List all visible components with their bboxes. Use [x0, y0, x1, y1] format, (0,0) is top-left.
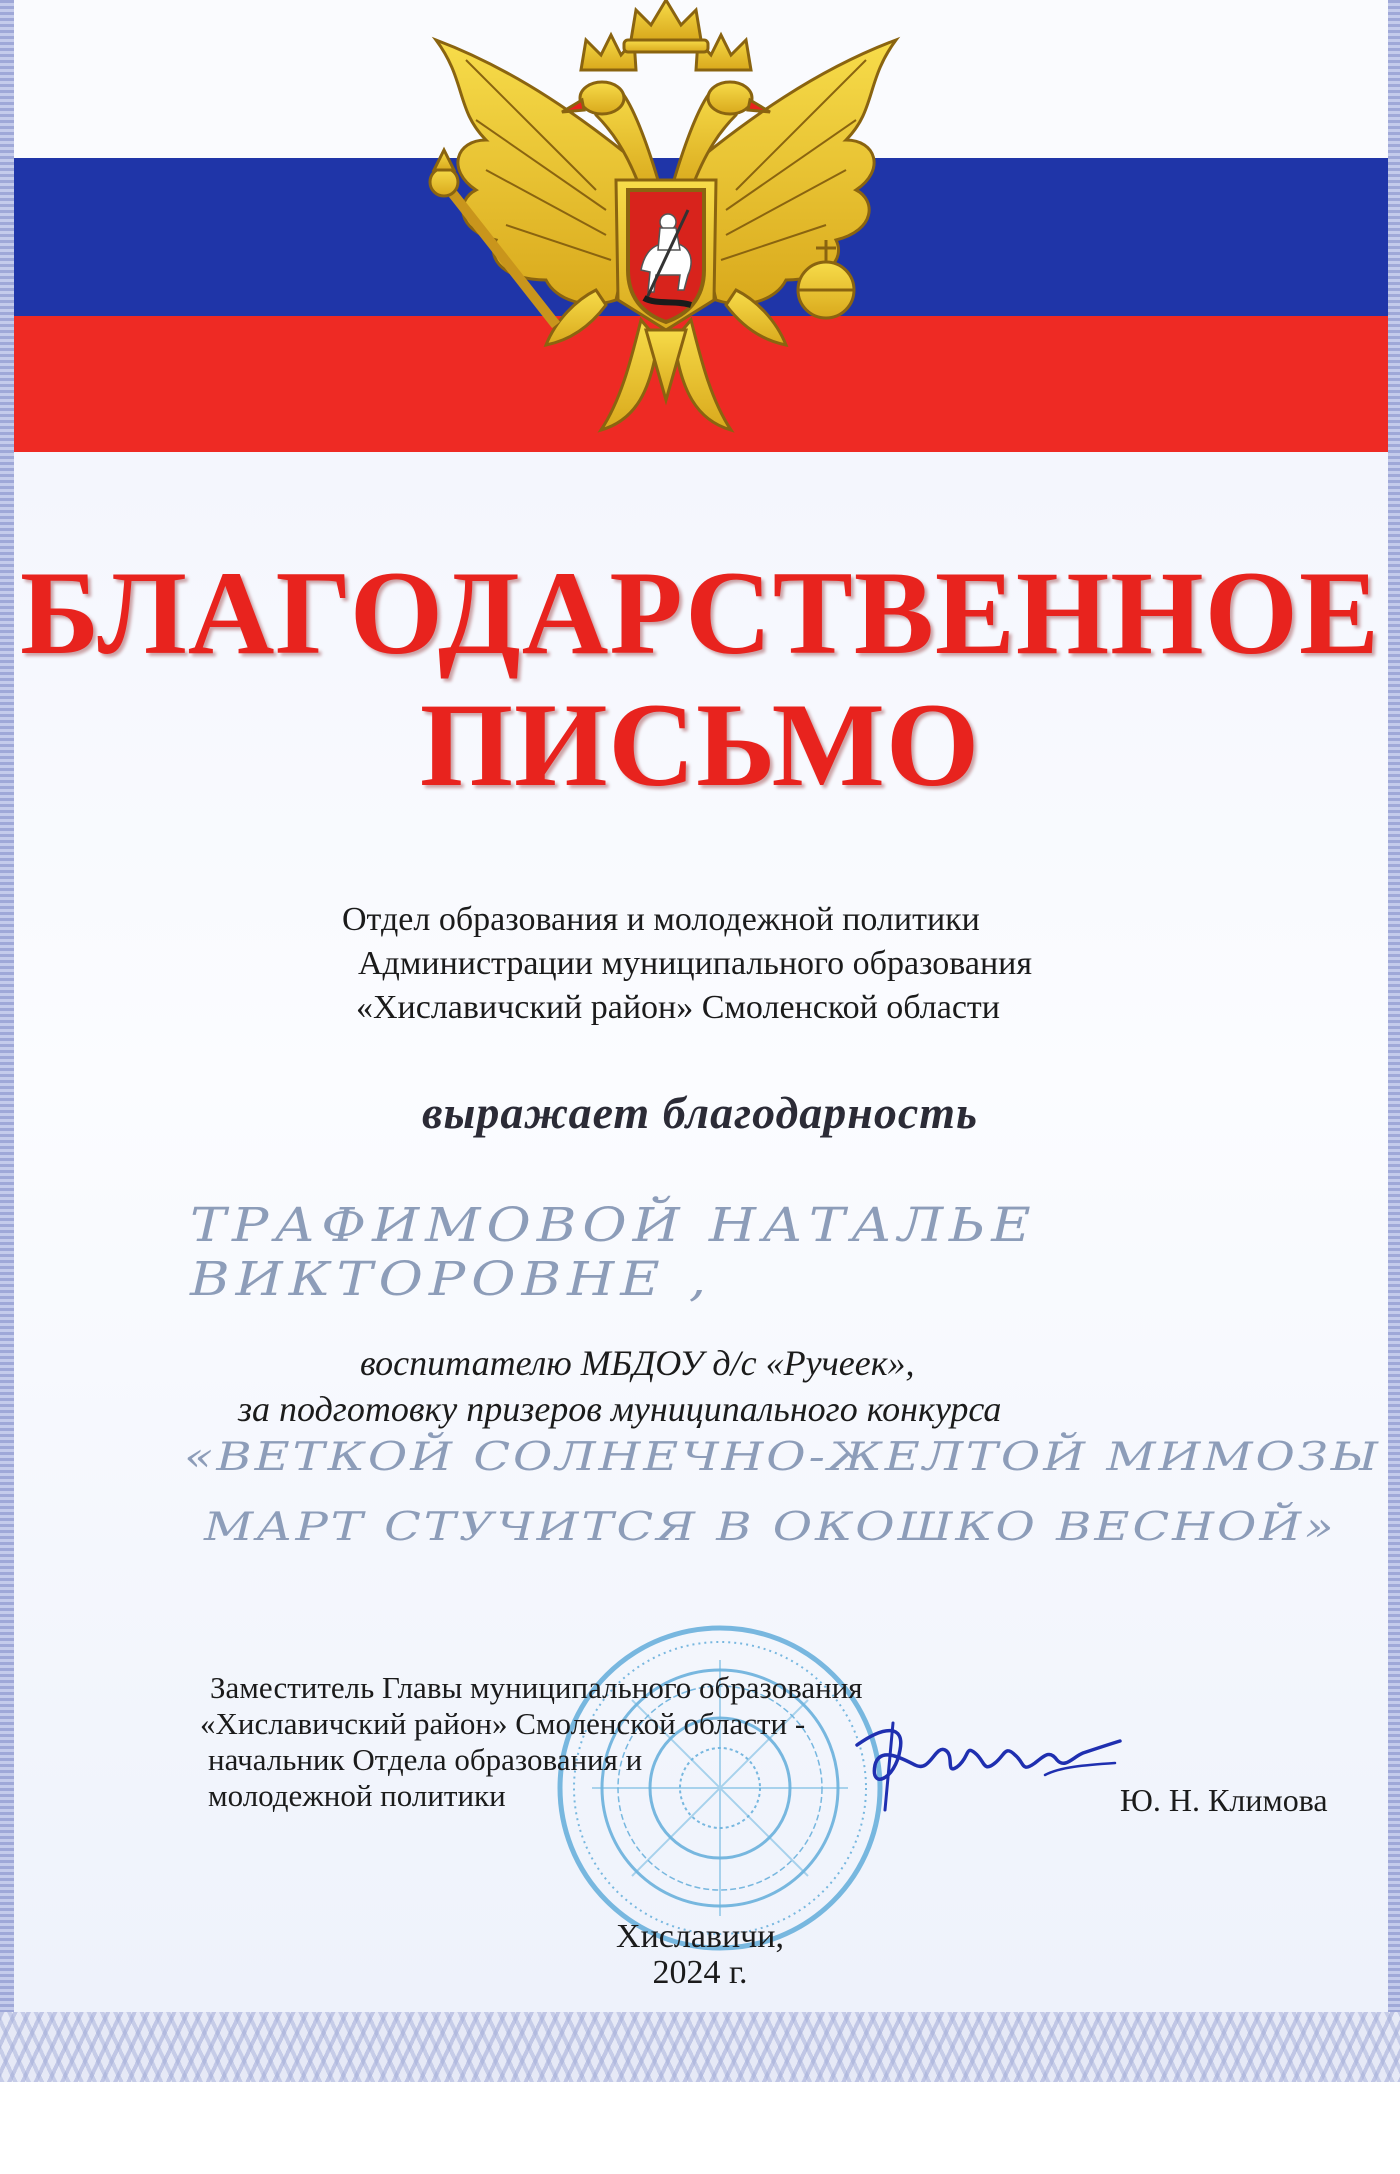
contest-name-line1: «ВЕТКОЙ СОЛНЕЧНО-ЖЕЛТОЙ МИМОЗЫ: [184, 1434, 1382, 1480]
russian-coat-of-arms-icon: [396, 0, 936, 470]
recipient-name: ТРАФИМОВОЙ НАТАЛЬЕ ВИКТОРОВНЕ ,: [190, 1198, 1037, 1307]
signatory-name: Ю. Н. Климова: [1120, 1782, 1328, 1818]
bottom-margin: [0, 2082, 1400, 2174]
handwritten-signature-icon: [845, 1705, 1130, 1815]
award-reason: за подготовку призеров муниципального конкурса: [238, 1389, 1002, 1429]
signatory-title-line3: начальник Отдела образования и: [208, 1742, 643, 1777]
issue-year: 2024 г.: [652, 1954, 748, 1991]
bottom-ornamental-band: [0, 2012, 1400, 2082]
issuer-line1: Отдел образования и молодежной политики: [342, 901, 980, 938]
issue-place: Хиславичи,: [616, 1918, 784, 1955]
issuer-line2: Администрации муниципального образования: [358, 945, 1032, 982]
document-title-line2: ПИСЬМО: [419, 678, 981, 811]
signatory-title-line2: «Хиславичский район» Смоленской области -: [200, 1706, 806, 1741]
recipient-position: воспитателю МБДОУ д/с «Ручеек»,: [360, 1343, 915, 1383]
signatory-title-line4: молодежной политики: [208, 1778, 506, 1813]
contest-name-line2: МАРТ СТУЧИТСЯ В ОКОШКО ВЕСНОЙ»: [204, 1504, 1337, 1550]
document-title-line1: БЛАГОДАРСТВЕННОЕ: [20, 546, 1380, 679]
signatory-title-line1: Заместитель Главы муниципального образования: [210, 1670, 863, 1705]
left-ornamental-border: [0, 0, 14, 2040]
issuer-line3: «Хиславичский район» Смоленской области: [356, 989, 1000, 1026]
expresses-gratitude-text: выражает благодарность: [421, 1087, 979, 1138]
right-ornamental-border: [1388, 0, 1400, 2040]
